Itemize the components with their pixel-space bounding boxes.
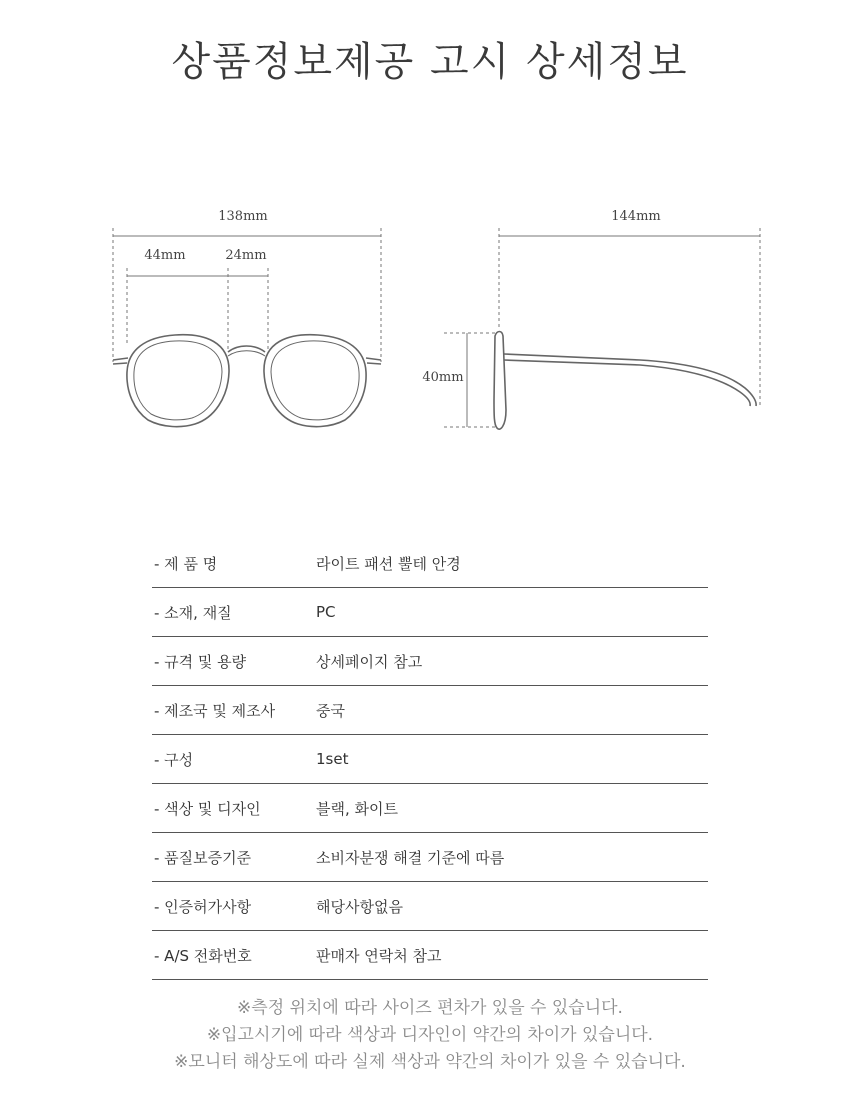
bridge-width-label: 24mm xyxy=(225,248,267,263)
notice-line: ※모니터 해상도에 따라 실제 색상과 약간의 차이가 있을 수 있습니다. xyxy=(174,1052,686,1072)
glasses-front-view xyxy=(113,335,381,427)
spec-value: 상세페이지 참고 xyxy=(316,637,708,686)
table-row xyxy=(152,539,708,588)
table-row xyxy=(152,686,708,735)
lens-height-label: 40mm xyxy=(422,370,464,385)
table-row xyxy=(152,588,708,637)
spec-label: - A/S 전화번호 xyxy=(152,931,316,980)
spec-value: 해당사항없음 xyxy=(316,882,708,931)
spec-value: 중국 xyxy=(316,686,708,735)
spec-value: 라이트 패션 뿔테 안경 xyxy=(316,539,708,588)
notice-section xyxy=(0,995,860,1076)
spec-value: 소비자분쟁 해결 기준에 따름 xyxy=(316,833,708,882)
table-row xyxy=(152,931,708,980)
table-row xyxy=(152,833,708,882)
spec-value: 판매자 연락처 참고 xyxy=(316,931,708,980)
spec-label: - 구성 xyxy=(152,735,316,784)
page-title: 상품정보제공 고시 상세정보 xyxy=(171,39,689,85)
spec-label: - 소재, 재질 xyxy=(152,588,316,637)
temple-length-label: 144mm xyxy=(611,209,661,224)
spec-label: - 품질보증기준 xyxy=(152,833,316,882)
lens-width-label: 44mm xyxy=(144,248,186,263)
glasses-side-view xyxy=(494,332,756,430)
spec-table xyxy=(152,539,708,980)
table-row xyxy=(152,637,708,686)
notice-line: ※입고시기에 따라 색상과 디자인이 약간의 차이가 있습니다. xyxy=(206,1025,654,1045)
spec-value: PC xyxy=(316,588,708,637)
spec-label: - 제조국 및 제조사 xyxy=(152,686,316,735)
spec-label: - 인증허가사항 xyxy=(152,882,316,931)
spec-label: - 색상 및 디자인 xyxy=(152,784,316,833)
table-row xyxy=(152,784,708,833)
table-row xyxy=(152,882,708,931)
spec-label: - 제 품 명 xyxy=(152,539,316,588)
spec-value: 블랙, 화이트 xyxy=(316,784,708,833)
glasses-dimension-diagram xyxy=(0,190,860,450)
front-width-label: 138mm xyxy=(218,209,268,224)
spec-value: 1set xyxy=(316,735,708,784)
spec-label: - 규격 및 용량 xyxy=(152,637,316,686)
lens-bridge-dimension xyxy=(127,268,268,350)
table-row xyxy=(152,735,708,784)
temple-length-dimension xyxy=(499,228,760,406)
notice-line: ※측정 위치에 따라 사이즈 편차가 있을 수 있습니다. xyxy=(237,998,623,1018)
